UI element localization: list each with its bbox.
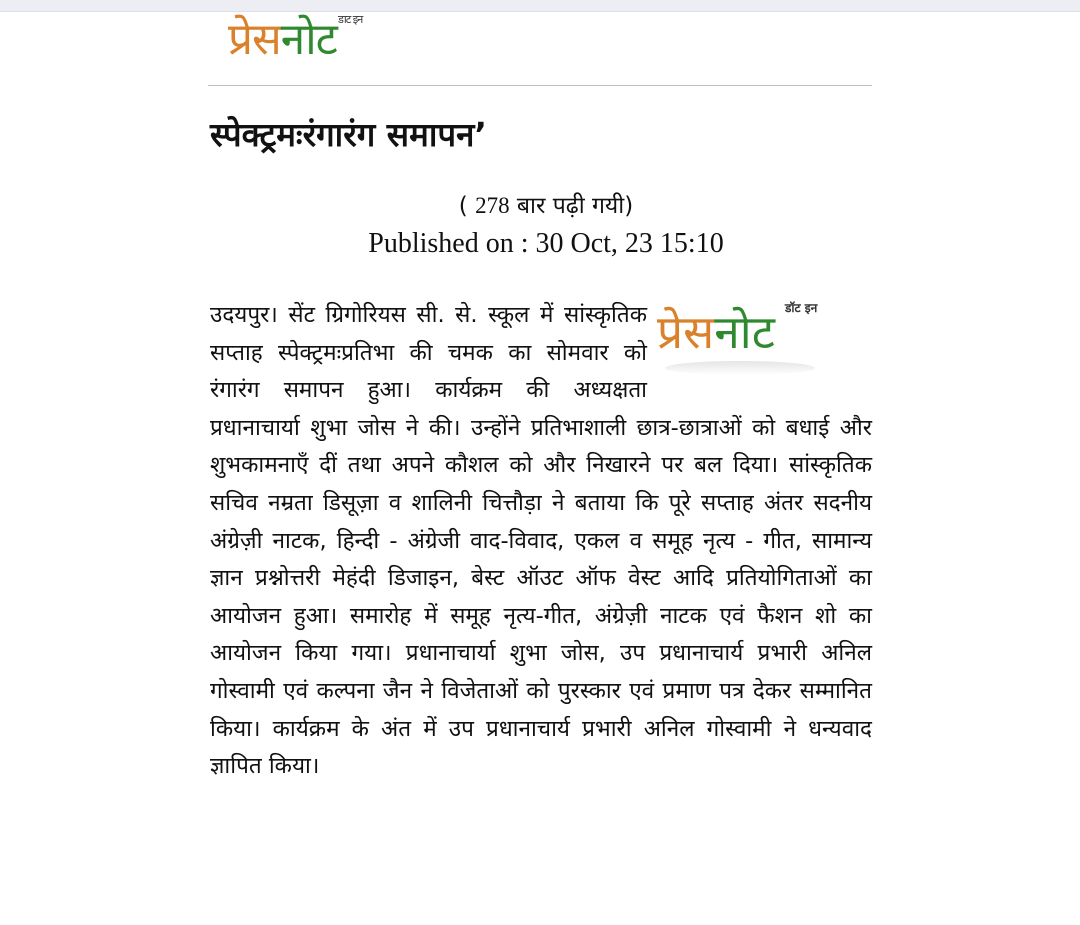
article-title: स्पेक्ट्रमःरंगारंग समापन’ [210,115,487,154]
header-divider [208,85,872,86]
article-logo-tagline: डॉट इन [785,301,818,315]
view-count-number: 278 [475,193,510,218]
view-count-suffix: बार पढ़ी गयी) [516,193,634,219]
article-logo-part-note: नोट [714,305,775,359]
browser-top-strip [0,0,1080,12]
view-count-open: ( [458,193,468,219]
logo-part-note: नोट [280,14,337,65]
logo-reflection [665,361,815,375]
published-date: Published on : 30 Oct, 23 15:10 [368,228,724,259]
article-paragraph: उदयपुर। सेंट ग्रिगोरियस सी. से. स्कूल में सांस्कृतिक सप्ताह स्पेक्ट्रमःप्रतिभा की चमक का सोमवार को रंगारंग समापन हुआ। कार्यक्रम की अध्यक्षता प्रधानाचार्या शुभा जोस ने की। उन्होंने प्रतिभाशाली छात्र-छात्राओं को बधाई और शुभकामनाएँ दीं तथा अपने कौशल को और निखारने पर बल दिया। सांस्कृतिक सचिव नम्रता डिसूज़ा व शालिनी चित्तौड़ा ने बताया कि पूरे सप्ताह अंतर सदनीय अंग्रेज़ी नाटक, हिन्दी - अंग्रेजी वाद-विवाद, एकल व समूह नृत्य - गीत, सामान्य ज्ञान प्रश्नोत्तरी मेहंदी डिजाइन, बेस्ट ऑउट ऑफ वेस्ट आदि प्रतियोगिताओं का आयोजन हुआ। समारोह में समूह नृत्य-गीत, अंग्रेज़ी नाटक एवं फैशन शो का आयोजन किया गया। प्रधानाचार्या शुभा जोस, उप प्रधानाचार्य प्रभारी अनिल गोस्वामी एवं कल्पना जैन ने विजेताओं को पुरस्कार एवं प्रमाण पत्र देकर सम्मानित किया। कार्यक्रम के अंत में उप प्रधानाचार्य प्रभारी अनिल गोस्वामी ने धन्यवाद ज्ञापित किया। [210,302,872,780]
view-count [336,190,756,222]
article-logo-part-press: प्रेस [657,305,715,359]
logo-part-press: प्रेस [228,14,281,65]
article-logo [657,301,818,361]
article-body [210,297,872,786]
site-logo[interactable] [228,12,363,68]
article-logo-image [657,297,872,389]
logo-tagline: डाट इन [338,13,363,26]
